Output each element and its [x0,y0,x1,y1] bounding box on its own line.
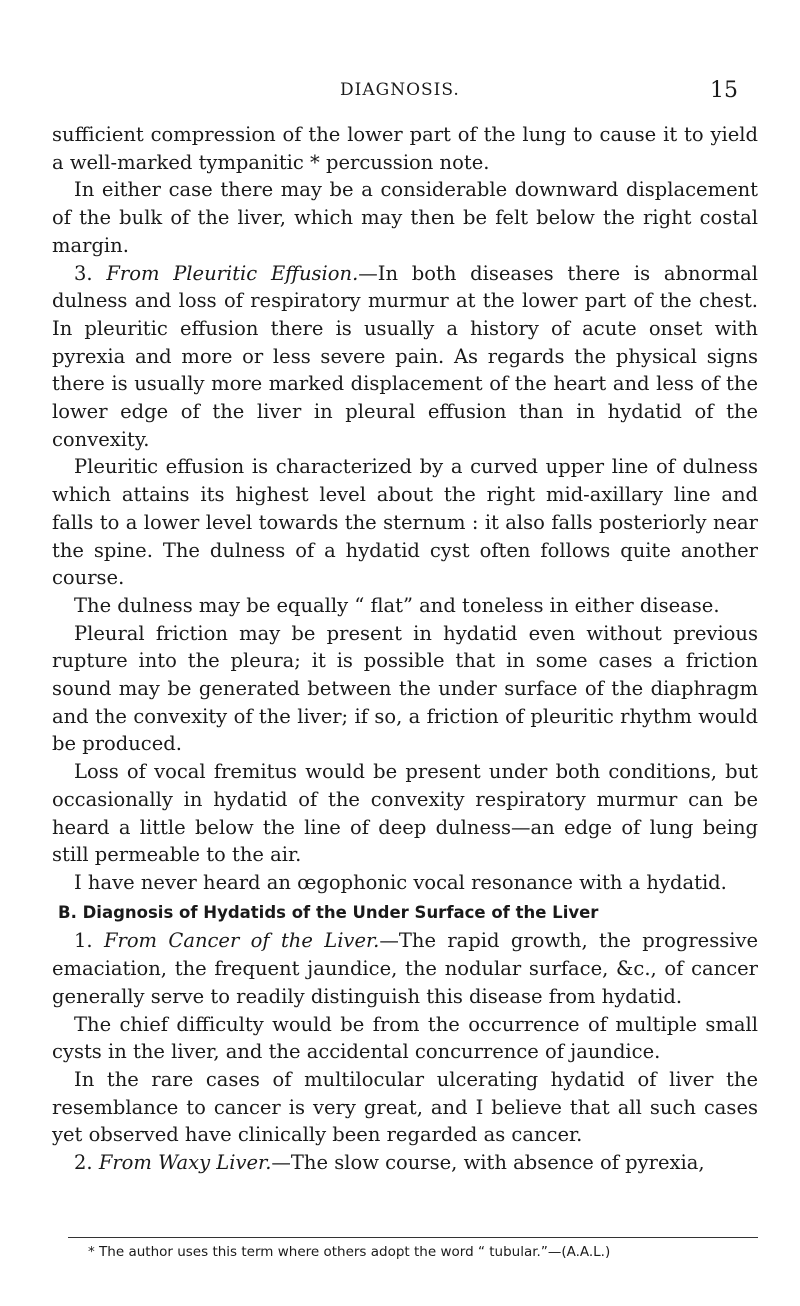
footnote-rule [68,1237,758,1238]
paragraph [52,758,758,869]
item-number: 2. [74,1151,93,1175]
paragraph-text: In either case there may be a considerable downward displacement of the bulk of the liver, which may then be felt below the right costal margin. [52,178,758,257]
paragraph [52,869,758,897]
paragraph [52,121,758,176]
footnote: * The author uses this term where others adopt the word “ tubular.”—(A.A.L.) [88,1244,611,1260]
body-text [52,121,758,1177]
paragraph-text: —The rapid growth, the progressive emaciation, the frequent jaundice, the nodular surface, &c., of cancer generally serve to readily distinguish this disease from hydatid. [52,929,759,1008]
item-title: From Cancer of the Liver. [103,929,380,953]
paragraph-text: —The slow course, with absence of pyrexia, [271,1151,705,1175]
paragraph-text: The chief difficulty would be from the occurrence of multiple small cysts in the liver, and the accidental concurrence of jaundice. [52,1012,758,1064]
item-title: From Pleuritic Effusion. [106,261,359,285]
paragraph [52,1149,758,1177]
paragraph [52,620,758,759]
paragraph-text: The dulness may be equally “ flat” and toneless in either disease. [74,593,720,617]
section-heading: B. Diagnosis of Hydatids of the Under Surface of the Liver [58,902,599,922]
paragraph [52,453,758,592]
paragraph [52,176,758,259]
paragraph-text: —In both diseases there is abnormal dulness and loss of respiratory murmur at the lower part of the chest. In pleuritic effusion there is usually a history of acute onset with pyrexia and more or less severe pain. As regards the physical signs there is usually more marked displacement of the heart and less of the lower edge of the liver in pleural effusion than in hydatid of the convexity. [52,261,758,451]
paragraph-text: In the rare cases of multilocular ulcerating hydatid of liver the resemblance to cancer is very great, and I believe that all such cases yet observed have clinically been regarded as cancer. [52,1067,758,1147]
paragraph [52,927,758,1010]
paragraph-text: Loss of vocal fremitus would be present under both conditions, but occasionally in hydatid of the convexity respiratory murmur can be heard a little below the line of deep dulness—an edge of lung being still permeable to the air. [52,760,758,867]
paragraph-text: Pleural friction may be present in hydatid even without previous rupture into the pleura; it is possible that in some cases a friction sound may be generated between the under surface of the diaphragm and the convexity of the liver; if so, a friction of pleuritic rhythm would be produced. [52,621,758,756]
page-header [0,78,800,108]
paragraph [52,260,758,454]
running-head: DIAGNOSIS. [340,80,460,100]
item-number: 3. [74,261,93,285]
page-number: 15 [710,78,738,103]
paragraph-text: I have never heard an œgophonic vocal resonance with a hydatid. [74,870,727,894]
paragraph [52,1011,758,1066]
paragraph-text: Pleuritic effusion is characterized by a curved upper line of dulness which attains its highest level about the right mid-axillary line and falls to a lower level towards the sternum : it also falls posteriorly near the spine. The dulness of a hydatid cyst often follows quite another course. [52,455,758,590]
paragraph [52,1066,758,1149]
item-number: 1. [74,929,93,953]
paragraph [52,592,758,620]
paragraph-text: sufficient compression of the lower part of the lung to cause it to yield a well-marked tympanitic * percussion note. [52,123,758,174]
item-title: From Waxy Liver. [98,1151,272,1175]
